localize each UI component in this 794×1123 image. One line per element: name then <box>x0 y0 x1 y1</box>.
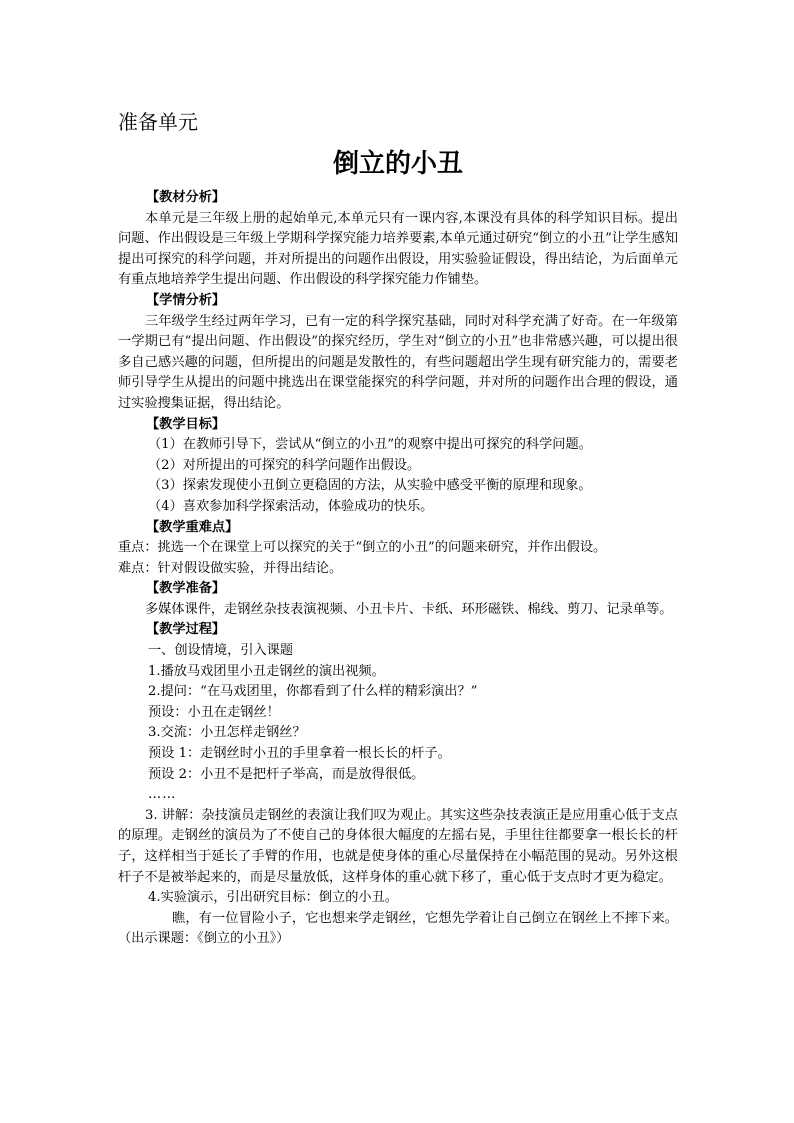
explanation-paragraph: 3. 讲解：杂技演员走钢丝的表演让我们叹为观止。其实这些杂技表演正是应用重心低于支点的原理。走钢丝的演员为了不使自己的身体很大幅度的左摇右晃，手里往往都要拿一根长长的杆子，这样相当于延长了手臂的作用，也就是使身体的重心尽量保持在小幅范围的晃动。另外这根杆子不是被举起来的，而是尽量放低，这样身体的重心就下移了，重心低于支点时才更为稳定。 <box>118 807 678 885</box>
preparation-paragraph: 多媒体课件，走钢丝杂技表演视频、小丑卡片、卡纸、环形磁铁、棉线、剪刀、记录单等。 <box>145 601 673 617</box>
unit-label: 准备单元 <box>118 110 198 134</box>
student-analysis-paragraph: 三年级学生经过两年学习，已有一定的科学探究基础，同时对科学充满了好奇。在一年级第一学期已有“提出问题、作出假设”的探究经历，学生对“倒立的小丑”也非常感兴趣，可以提出很多自己感兴趣的问题，但所提出的问题是发散性的，有些问题超出学生现有研究能力的，需要老师引导学生从提出的问题中挑选出在课堂能探究的科学问题，并对所的问题作出合理的假设，通过实验搜集证据，得出结论。 <box>118 313 678 411</box>
difficult-point: 难点：针对假设做实验，并得出结论。 <box>118 560 343 576</box>
section-heading-student-analysis: 【学情分析】 <box>146 292 226 308</box>
process-line: 2.提问：“在马戏团里，你都看到了什么样的精彩演出？” <box>148 684 478 700</box>
goal-item-1: （1）在教师引导下，尝试从“倒立的小丑”的观察中提出可探究的科学问题。 <box>148 437 592 453</box>
closing-paragraph: 瞧，有一位冒险小子，它也想来学走钢丝，它想先学着让自己倒立在钢丝上不摔下来。（出示课题：《倒立的小丑》） <box>118 910 678 947</box>
goal-item-4: （4）喜欢参加科学探索活动，体验成功的快乐。 <box>148 498 434 514</box>
section-heading-preparation: 【教学准备】 <box>146 581 226 597</box>
process-line: 4.实验演示，引出研究目标：倒立的小丑。 <box>148 890 398 906</box>
process-line: 预设 1：走钢丝时小丑的手里拿着一根长长的杆子。 <box>148 746 451 762</box>
goal-item-2: （2）对所提出的可探究的科学问题作出假设。 <box>148 457 421 473</box>
process-step-title: 一、创设情境，引入课题 <box>148 643 294 659</box>
process-line: 3.交流：小丑怎样走钢丝？ <box>148 725 306 741</box>
process-line: 预设 2：小丑不是把杆子举高，而是放得很低。 <box>148 766 425 782</box>
section-heading-teaching-goals: 【教学目标】 <box>146 416 226 432</box>
section-heading-teaching-process: 【教学过程】 <box>146 622 226 638</box>
ellipsis: …… <box>148 787 177 803</box>
document-page <box>118 100 678 950</box>
textbook-analysis-paragraph: 本单元是三年级上册的起始单元,本单元只有一课内容,本课没有具体的科学知识目标。提出问题、作出假设是三年级上学期科学探究能力培养要素,本单元通过研究“倒立的小丑”让学生感知提出可探究的科学问题，并对所提出的问题作出假设，用实验验证假设，得出结论，为后面单元有重点地培养学生提出问题、作出假设的科学探究能力作铺垫。 <box>118 210 678 288</box>
section-heading-key-difficult-points: 【教学重难点】 <box>146 519 239 535</box>
goal-item-3: （3）探索发现使小丑倒立更稳固的方法，从实验中感受平衡的原理和现象。 <box>148 478 592 494</box>
key-point: 重点：挑选一个在课堂上可以探究的关于“倒立的小丑”的问题来研究，并作出假设。 <box>118 540 607 556</box>
section-heading-textbook-analysis: 【教材分析】 <box>146 190 226 205</box>
page-title: 倒立的小丑 <box>332 149 463 179</box>
process-line: 预设：小丑在走钢丝！ <box>148 704 280 720</box>
process-line: 1.播放马戏团里小丑走钢丝的演出视频。 <box>148 663 385 679</box>
